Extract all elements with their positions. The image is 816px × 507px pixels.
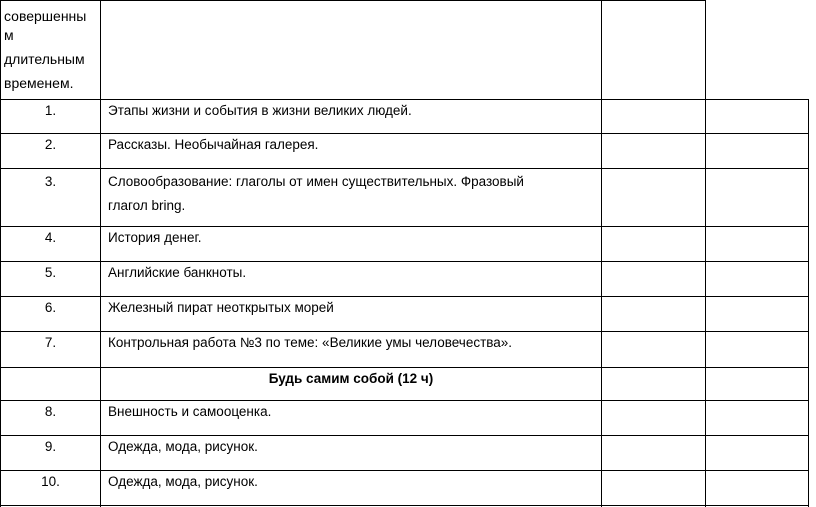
row-number: 4. bbox=[44, 230, 57, 245]
prev-section-line: совершенны bbox=[4, 8, 87, 24]
row-topic: Одежда, мода, рисунок. bbox=[108, 474, 258, 489]
row-topic: Внешность и самооценка. bbox=[108, 404, 272, 419]
row-number: 1. bbox=[44, 103, 57, 118]
row-topic: Контрольная работа №3 по теме: «Великие умы человечества». bbox=[108, 335, 513, 350]
prev-section-text bbox=[4, 7, 100, 93]
row-topic: История денег. bbox=[108, 230, 202, 245]
row-topic: Рассказы. Необычайная галерея. bbox=[108, 137, 319, 152]
row-topic-line: глагол bring. bbox=[108, 198, 186, 213]
row-number: 6. bbox=[44, 300, 57, 315]
row-number: 8. bbox=[44, 404, 57, 419]
row-topic bbox=[108, 170, 598, 218]
prev-section-line: временем. bbox=[4, 75, 74, 91]
section-title: Будь самим собой (12 ч) bbox=[268, 371, 434, 386]
row-number: 7. bbox=[44, 335, 57, 350]
prev-section-line: длительным bbox=[4, 51, 85, 67]
row-number: 2. bbox=[44, 137, 57, 152]
row-number: 9. bbox=[44, 439, 57, 454]
row-topic: Английские банкноты. bbox=[108, 265, 247, 280]
row-topic: Железный пират неоткрытых морей bbox=[108, 300, 334, 315]
row-topic-line: Словообразование: глаголы от имен существительных. Фразовый bbox=[108, 174, 524, 189]
row-topic: Этапы жизни и события в жизни великих людей. bbox=[108, 103, 412, 118]
row-number: 3. bbox=[44, 174, 57, 189]
prev-section-line: м bbox=[4, 27, 14, 43]
row-topic: Одежда, мода, рисунок. bbox=[108, 439, 258, 454]
row-number: 10. bbox=[41, 474, 60, 489]
row-number: 5. bbox=[44, 265, 57, 280]
